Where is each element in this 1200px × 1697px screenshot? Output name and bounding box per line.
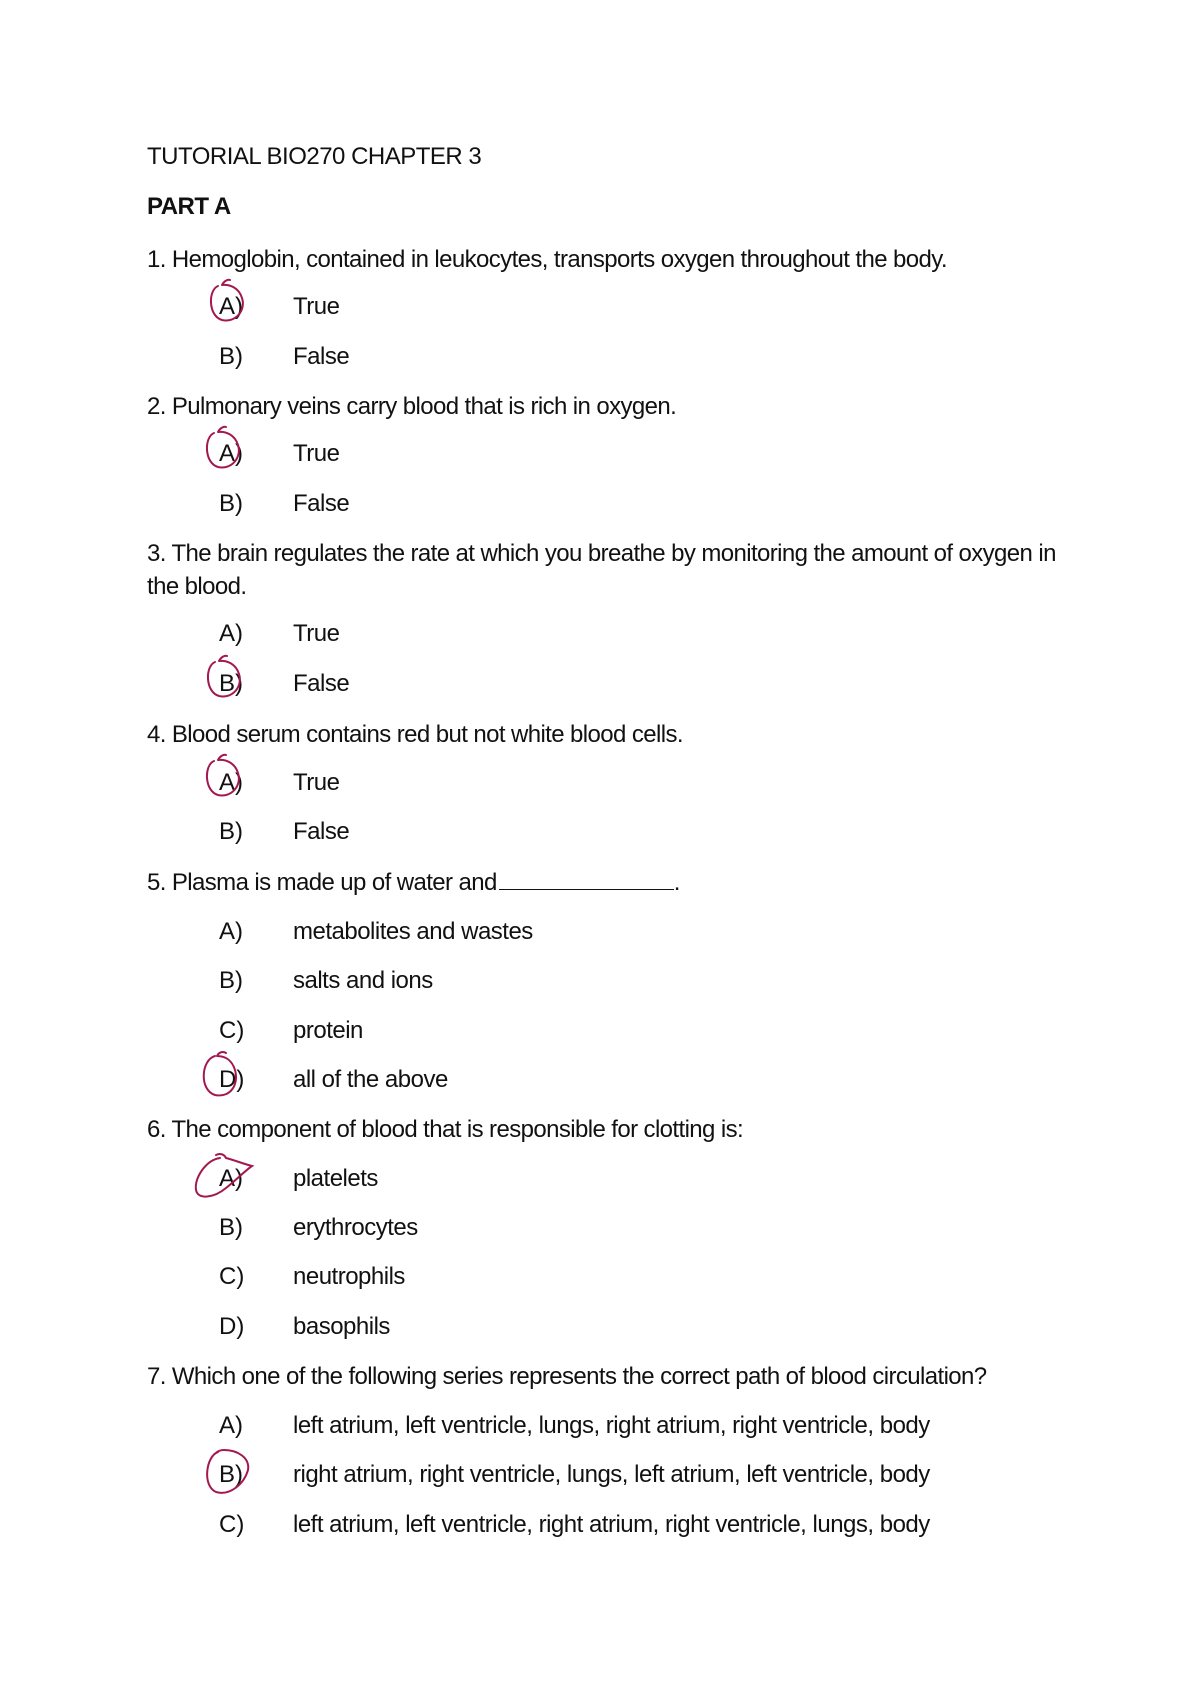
question-7-option-a-text[interactable]: left atrium, left ventricle, lungs, right atrium, right ventricle, body (293, 1412, 930, 1439)
question-4-option-b-text[interactable]: False (293, 818, 350, 845)
question-3-option-a-letter[interactable]: A) (219, 620, 243, 647)
question-2-option-b-letter[interactable]: B) (219, 490, 243, 517)
question-7-option-a-letter[interactable]: A) (219, 1412, 243, 1439)
question-7-option-c-text[interactable]: left atrium, left ventricle, right atrium, right ventricle, lungs, body (293, 1511, 930, 1538)
question-6-option-c-letter[interactable]: C) (219, 1263, 245, 1290)
question-2-option-a-letter[interactable]: A) (219, 440, 243, 467)
question-1-option-a-text[interactable]: True (293, 293, 340, 320)
question-5-option-c-letter[interactable]: C) (219, 1017, 245, 1044)
question-5-option-c-text[interactable]: protein (293, 1017, 363, 1044)
question-7-option-b-text[interactable]: right atrium, right ventricle, lungs, left atrium, left ventricle, body (293, 1461, 930, 1488)
question-7-text: 7. Which one of the following series represents the correct path of blood circulation? (147, 1363, 987, 1390)
question-6-option-a-letter[interactable]: A) (219, 1165, 243, 1192)
part-heading: PART A (147, 193, 231, 220)
fill-in-blank (499, 867, 674, 890)
question-4-option-b-letter[interactable]: B) (219, 818, 243, 845)
question-3-option-a-text[interactable]: True (293, 620, 340, 647)
question-7-option-c-letter[interactable]: C) (219, 1511, 245, 1538)
question-5-option-a-letter[interactable]: A) (219, 918, 243, 945)
question-5-option-d-text[interactable]: all of the above (293, 1066, 448, 1093)
question-5-option-b-text[interactable]: salts and ions (293, 967, 433, 994)
question-2-text: 2. Pulmonary veins carry blood that is rich in oxygen. (147, 393, 677, 420)
question-4-text: 4. Blood serum contains red but not white blood cells. (147, 721, 683, 748)
question-3-option-b-text[interactable]: False (293, 670, 350, 697)
question-5-option-b-letter[interactable]: B) (219, 967, 243, 994)
question-2-option-a-text[interactable]: True (293, 440, 340, 467)
question-6-option-d-letter[interactable]: D) (219, 1313, 245, 1340)
question-5-option-a-text[interactable]: metabolites and wastes (293, 918, 533, 945)
document-title: TUTORIAL BIO270 CHAPTER 3 (147, 143, 482, 170)
question-5-text (147, 866, 1067, 899)
question-5-text-after-blank: . (673, 869, 680, 896)
question-6-option-c-text[interactable]: neutrophils (293, 1263, 405, 1290)
question-1-option-a-letter[interactable]: A) (219, 293, 243, 320)
question-6-option-b-letter[interactable]: B) (219, 1214, 243, 1241)
question-4-option-a-text[interactable]: True (293, 769, 340, 796)
question-6-option-b-text[interactable]: erythrocytes (293, 1214, 418, 1241)
question-1-option-b-letter[interactable]: B) (219, 343, 243, 370)
question-1-option-b-text[interactable]: False (293, 343, 350, 370)
question-7-option-b-letter[interactable]: B) (219, 1461, 243, 1488)
question-5-option-d-letter[interactable]: D) (219, 1066, 245, 1093)
question-5-text-before-blank: 5. Plasma is made up of water and (147, 869, 497, 896)
question-1-text: 1. Hemoglobin, contained in leukocytes, transports oxygen throughout the body. (147, 246, 947, 273)
question-2-option-b-text[interactable]: False (293, 490, 350, 517)
question-4-option-a-letter[interactable]: A) (219, 769, 243, 796)
question-3-text: 3. The brain regulates the rate at which you breathe by monitoring the amount of oxygen in the blood. (147, 540, 1056, 600)
question-3-option-b-letter[interactable]: B) (219, 670, 243, 697)
question-6-option-d-text[interactable]: basophils (293, 1313, 390, 1340)
question-6-option-a-text[interactable]: platelets (293, 1165, 378, 1192)
question-6-text: 6. The component of blood that is responsible for clotting is: (147, 1116, 744, 1143)
